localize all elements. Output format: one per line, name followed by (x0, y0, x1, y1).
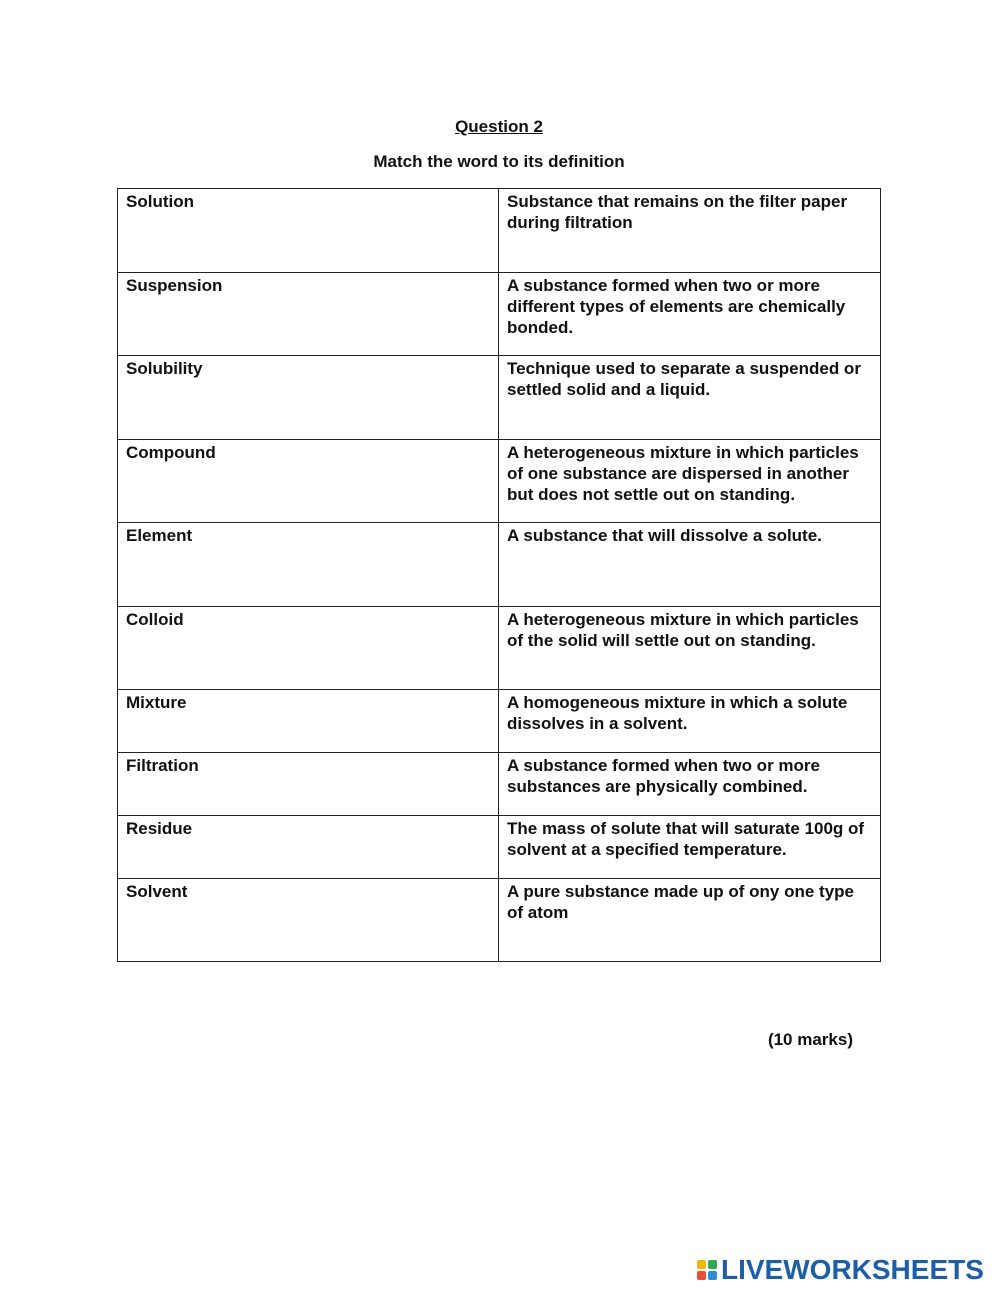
logo-mark-icon (697, 1260, 717, 1280)
question-title: Question 2 (455, 117, 543, 136)
table-row (118, 189, 881, 273)
logo-square (708, 1271, 717, 1280)
definition-cell: The mass of solute that will saturate 100g of solvent at a specified temperature. (499, 816, 881, 879)
instruction-text: Match the word to its definition (373, 152, 625, 171)
definition-cell: A homogeneous mixture in which a solute dissolves in a solvent. (499, 690, 881, 753)
definition-cell: A substance that will dissolve a solute. (499, 523, 881, 607)
word-cell: Solubility (118, 356, 499, 440)
definition-cell: A heterogeneous mixture in which particles of one substance are dispersed in another but does not settle out on standing. (499, 440, 881, 523)
definition-cell: A substance formed when two or more different types of elements are chemically bonded. (499, 273, 881, 356)
logo-text: LIVEWORKSHEETS (721, 1254, 984, 1285)
table-row (118, 607, 881, 690)
logo-square (697, 1260, 706, 1269)
logo-square (708, 1260, 717, 1269)
word-cell: Solution (118, 189, 499, 273)
logo-square (697, 1271, 706, 1280)
definition-cell: A pure substance made up of ony one type of atom (499, 879, 881, 962)
table-row (118, 273, 881, 356)
word-cell: Element (118, 523, 499, 607)
matching-table (117, 188, 881, 962)
liveworksheets-logo[interactable] (697, 1255, 984, 1285)
table-row (118, 753, 881, 816)
table-row (118, 879, 881, 962)
marks-label: (10 marks) (767, 1030, 853, 1049)
word-cell: Residue (118, 816, 499, 879)
definition-cell: Technique used to separate a suspended or settled solid and a liquid. (499, 356, 881, 440)
word-cell: Solvent (118, 879, 499, 962)
table-row (118, 816, 881, 879)
definition-cell: A heterogeneous mixture in which particles of the solid will settle out on standing. (499, 607, 881, 690)
word-cell: Colloid (118, 607, 499, 690)
word-cell: Mixture (118, 690, 499, 753)
word-cell: Compound (118, 440, 499, 523)
definition-cell: Substance that remains on the filter paper during filtration (499, 189, 881, 273)
table-row (118, 523, 881, 607)
table-row (118, 690, 881, 753)
table-row (118, 356, 881, 440)
definition-cell: A substance formed when two or more substances are physically combined. (499, 753, 881, 816)
word-cell: Filtration (118, 753, 499, 816)
word-cell: Suspension (118, 273, 499, 356)
table-row (118, 440, 881, 523)
